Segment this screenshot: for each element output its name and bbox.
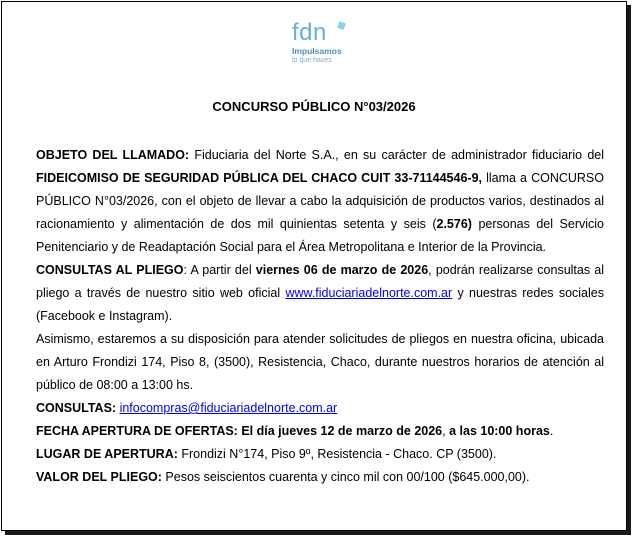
website-link[interactable]: www.fiduciariadelnorte.com.ar [285,286,453,300]
apertura-label: FECHA APERTURA DE OFERTAS: [36,424,238,438]
consultas-start-date: viernes 06 de marzo de 2026 [255,263,429,277]
consultas-pliego-text-1: : A partir del [183,263,256,277]
logo-tagline-2: lo que haces [292,57,332,64]
consultas-pliego-paragraph [36,259,604,328]
asimismo-paragraph: Asimismo, estaremos a su disposición para atender solicitudes de pliegos en nuestra oficina, ubicada en Arturo Frondizi 174, Piso 8, (3500), Resistencia, Chaco, durante nuestros horarios de atención al público de 08:00 a 13:00 hs. [36,332,604,392]
consultas-pliego-text-3: y nuestras redes sociales (Facebook e Instagram). [36,286,604,323]
notice-title: CONCURSO PÚBLICO N°03/2026 [212,99,416,114]
consultas-pliego-text-2: , podrán realizarse consultas al pliego a través de nuestro sitio web oficial [36,263,604,300]
apertura-time: a las 10:00 horas [449,424,550,438]
apertura-sep: , [442,424,450,438]
lugar-value: Frondizi N°174, Piso 9º, Resistencia - Chaco. CP (3500). [177,447,497,461]
lugar-label: LUGAR DE APERTURA: [36,447,178,461]
lugar-paragraph [36,443,604,466]
objeto-text-3: personas del Servicio Penitenciario y de Readaptación Social para el Área Metropolitana e Interior de la Provincia. [36,217,604,254]
objeto-text-1: Fiduciaria del Norte S.A., en su carácter de administrador fiduciario del [189,148,605,162]
valor-value: Pesos seiscientos cuarenta y cinco mil con 00/100 ($645.000,00). [161,470,530,484]
notice-frame [1,1,627,531]
objeto-text-2: llama a CONCURSO PÚBLICO N°03/2026, con el objeto de llevar a cabo la adquisición de productos varios, destinados al racionamiento y alimentación de dos mil quinientas setenta y seis ( [36,171,604,231]
objeto-paragraph [36,144,604,259]
fideicomiso-name: FIDEICOMISO DE SEGURIDAD PÚBLICA DEL CHACO CUIT 33-71144546-9, [36,171,483,185]
valor-label: VALOR DEL PLIEGO: [36,470,162,484]
logo-wordmark: fdn [292,19,327,46]
objeto-label: OBJETO DEL LLAMADO: [36,148,190,162]
apertura-end: . [549,424,554,438]
apertura-date: El día jueves 12 de marzo de 2026 [237,424,443,438]
valor-paragraph [36,466,604,489]
logo-tagline-1: Impulsamos [292,46,342,56]
apertura-paragraph [36,420,604,443]
logo-accent-shape [337,21,346,30]
fdn-logo [292,20,372,70]
email-link[interactable]: infocompras@fiduciariadelnorte.com.ar [119,401,338,415]
consultas-label: CONSULTAS: [36,401,117,415]
consultas-pliego-label: CONSULTAS AL PLIEGO [36,263,184,277]
persons-count: 2.576) [436,217,472,231]
consultas-paragraph [36,397,604,420]
notice-body [36,144,604,489]
